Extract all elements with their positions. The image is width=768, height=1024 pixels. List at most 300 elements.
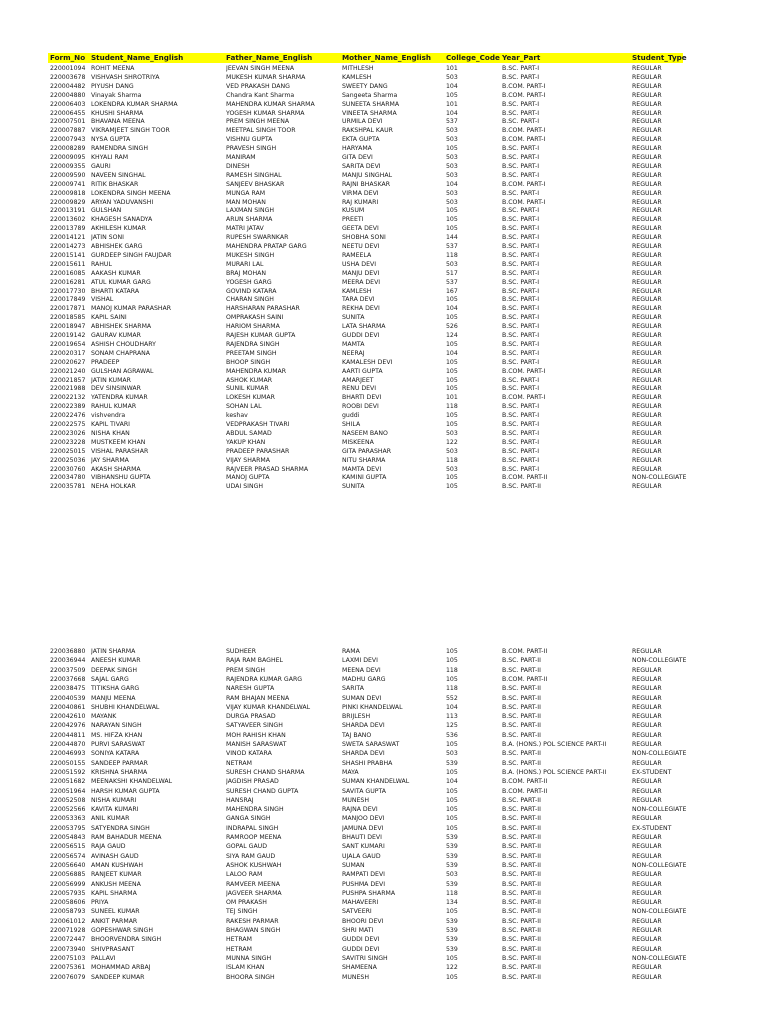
father-name-cell: MUNNA SINGH bbox=[226, 954, 272, 962]
table-row bbox=[0, 73, 768, 82]
mother-name-cell: GUDDI DEVI bbox=[342, 945, 380, 953]
father-name-cell: NETRAM bbox=[226, 759, 252, 767]
college-code-cell: 118 bbox=[446, 251, 458, 259]
year-part-cell: B.SC. PART-II bbox=[502, 722, 541, 730]
college-code-cell: 105 bbox=[446, 474, 458, 482]
student-type-cell: REGULAR bbox=[632, 207, 662, 215]
student-type-cell: NON-COLLEGIATE bbox=[632, 474, 687, 482]
college-code-cell: 105 bbox=[446, 768, 458, 776]
form-no-cell: 220036880 bbox=[50, 648, 86, 655]
father-name-cell: MATRI JATAV bbox=[226, 225, 264, 233]
father-name-cell: BHAGWAN SINGH bbox=[226, 927, 281, 934]
student-name-cell: SHUBHI KHANDELWAL bbox=[91, 703, 160, 711]
table-row bbox=[0, 787, 768, 796]
father-name-cell: HETRAM bbox=[226, 945, 252, 953]
mother-name-cell: BHARTI DEVI bbox=[342, 394, 382, 402]
form-no-cell: 220022476 bbox=[50, 412, 86, 420]
student-type-cell: REGULAR bbox=[632, 927, 662, 934]
student-name-cell: GAURAV KUMAR bbox=[91, 332, 141, 339]
student-name-cell: PURVI SARASWAT bbox=[91, 741, 146, 748]
form-no-cell: 220016085 bbox=[50, 269, 86, 277]
mother-name-cell: REKHA DEVI bbox=[342, 305, 380, 313]
father-name-cell: PRADEEP PARASHAR bbox=[226, 447, 290, 455]
father-name-cell: SATYAVEER SINGH bbox=[226, 722, 283, 730]
mother-name-cell: SHAMEENA bbox=[342, 964, 377, 972]
table-row bbox=[0, 331, 768, 340]
student-type-cell: REGULAR bbox=[632, 731, 662, 739]
student-name-cell: TITIKSHA GARG bbox=[91, 685, 140, 693]
father-name-cell: MANISH SARASWAT bbox=[226, 741, 287, 748]
student-type-cell: REGULAR bbox=[632, 483, 662, 491]
form-no-cell: 220017849 bbox=[50, 296, 86, 304]
mother-name-cell: PINKI KHANDELWAL bbox=[342, 703, 403, 711]
father-name-cell: ASHOK KUMAR bbox=[226, 376, 272, 384]
form-no-cell: 220025015 bbox=[50, 447, 86, 455]
mother-name-cell: RAJNA DEVI bbox=[342, 806, 378, 814]
year-part-cell: B.A. (HONS.) POL SCIENCE PART-II bbox=[502, 768, 607, 776]
student-type-cell: REGULAR bbox=[632, 403, 662, 411]
form-no-cell: 220018585 bbox=[50, 314, 86, 322]
form-no-cell: 220040861 bbox=[50, 703, 86, 711]
form-no-cell: 220021857 bbox=[50, 376, 86, 384]
mother-name-cell: LATA SHARMA bbox=[342, 323, 386, 331]
father-name-cell: GOVIND KATARA bbox=[226, 287, 277, 295]
mother-name-cell: SUNITA bbox=[342, 314, 365, 322]
college-code-cell: 105 bbox=[446, 787, 458, 795]
father-name-cell: MUKESH SINGH bbox=[226, 251, 275, 259]
student-name-cell: JATIN SONI bbox=[91, 234, 124, 242]
table-row bbox=[0, 91, 768, 100]
table-row bbox=[0, 456, 768, 465]
form-no-cell: 220044870 bbox=[50, 741, 86, 748]
student-type-cell: REGULAR bbox=[632, 852, 662, 860]
table-row bbox=[0, 675, 768, 684]
header-father-name: Father_Name_English bbox=[226, 53, 313, 62]
form-no-cell: 220015141 bbox=[50, 251, 86, 259]
year-part-cell: B.SC. PART-I bbox=[502, 465, 540, 473]
student-name-cell: VIKRAMJEET SINGH TOOR bbox=[91, 127, 170, 135]
student-type-cell: REGULAR bbox=[632, 323, 662, 331]
father-name-cell: ARUN SHARMA bbox=[226, 216, 273, 224]
college-code-cell: 105 bbox=[446, 385, 458, 393]
year-part-cell: B.SC. PART-I bbox=[502, 109, 540, 117]
student-type-cell: REGULAR bbox=[632, 234, 662, 242]
table-row bbox=[0, 295, 768, 304]
form-no-cell: 220040539 bbox=[50, 694, 86, 702]
student-type-cell: REGULAR bbox=[632, 759, 662, 767]
student-type-cell: EX-STUDENT bbox=[632, 768, 672, 776]
student-name-cell: SHIVPRASANT bbox=[91, 945, 135, 953]
year-part-cell: B.SC. PART-II bbox=[502, 880, 541, 888]
student-name-cell: LOKENDRA KUMAR SHARMA bbox=[91, 100, 178, 108]
table-row bbox=[0, 917, 768, 926]
student-type-cell: REGULAR bbox=[632, 376, 662, 384]
form-no-cell: 220006403 bbox=[50, 100, 86, 108]
student-type-cell: REGULAR bbox=[632, 447, 662, 455]
mother-name-cell: AMARJEET bbox=[342, 376, 374, 384]
student-type-cell: REGULAR bbox=[632, 367, 662, 375]
form-no-cell: 220019654 bbox=[50, 340, 86, 348]
year-part-cell: B.COM. PART-I bbox=[502, 198, 546, 206]
year-part-cell: B.SC. PART-I bbox=[502, 251, 540, 259]
mother-name-cell: MITHLESH bbox=[342, 65, 374, 72]
year-part-cell: B.SC. PART-II bbox=[502, 666, 541, 674]
form-no-cell: 220025036 bbox=[50, 456, 86, 464]
form-no-cell: 220021988 bbox=[50, 385, 86, 393]
form-no-cell: 220021240 bbox=[50, 367, 86, 375]
mother-name-cell: MUNESH bbox=[342, 973, 369, 981]
student-type-cell: REGULAR bbox=[632, 136, 662, 144]
student-name-cell: SANDEEP PARMAR bbox=[91, 759, 148, 767]
form-no-cell: 220057935 bbox=[50, 889, 86, 897]
table-row bbox=[0, 796, 768, 805]
table-row bbox=[0, 833, 768, 842]
student-name-cell: ARYAN YADUVANSHI bbox=[91, 198, 154, 206]
mother-name-cell: HARYAMA bbox=[342, 145, 372, 153]
father-name-cell: OM PRAKASH bbox=[226, 899, 267, 907]
year-part-cell: B.SC. PART-I bbox=[502, 162, 540, 170]
form-no-cell: 220052566 bbox=[50, 806, 86, 814]
student-type-cell: REGULAR bbox=[632, 154, 662, 161]
table-row bbox=[0, 100, 768, 109]
year-part-cell: B.SC. PART-II bbox=[502, 899, 541, 907]
form-no-cell: 220023026 bbox=[50, 429, 86, 437]
father-name-cell: RAMROOP MEENA bbox=[226, 834, 282, 841]
year-part-cell: B.SC. PART-II bbox=[502, 824, 541, 832]
year-part-cell: B.SC. PART-I bbox=[502, 438, 540, 446]
student-name-cell: PIYUSH DANG bbox=[91, 82, 134, 90]
year-part-cell: B.SC. PART-II bbox=[502, 917, 541, 925]
year-part-cell: B.SC. PART-I bbox=[502, 340, 540, 348]
father-name-cell: SUNIL KUMAR bbox=[226, 385, 269, 393]
table-row bbox=[0, 963, 768, 972]
mother-name-cell: MAMTA DEVI bbox=[342, 465, 382, 473]
table-row bbox=[0, 206, 768, 215]
year-part-cell: B.SC. PART-I bbox=[502, 154, 540, 161]
father-name-cell: MURARI LAL bbox=[226, 260, 264, 268]
father-name-cell: DURGA PRASAD bbox=[226, 713, 276, 721]
student-type-cell: REGULAR bbox=[632, 243, 662, 250]
mother-name-cell: MAMTA bbox=[342, 340, 365, 348]
year-part-cell: B.COM. PART-II bbox=[502, 474, 548, 482]
form-no-cell: 220050155 bbox=[50, 759, 86, 767]
college-code-cell: 503 bbox=[446, 136, 458, 144]
father-name-cell: SURESH CHAND SHARMA bbox=[226, 768, 305, 776]
college-code-cell: 105 bbox=[446, 796, 458, 804]
form-no-cell: 220056885 bbox=[50, 871, 86, 879]
mother-name-cell: SWEETY DANG bbox=[342, 82, 388, 90]
table-row bbox=[0, 411, 768, 420]
form-no-cell: 220003678 bbox=[50, 73, 86, 81]
year-part-cell: B.SC. PART-I bbox=[502, 260, 540, 268]
year-part-cell: B.SC. PART-II bbox=[502, 964, 541, 972]
table-row bbox=[0, 777, 768, 786]
father-name-cell: MAHENDRA KUMAR SHARMA bbox=[226, 100, 315, 108]
student-name-cell: ABHISHEK SHARMA bbox=[91, 323, 152, 331]
table-row bbox=[0, 109, 768, 118]
student-type-cell: REGULAR bbox=[632, 429, 662, 437]
form-no-cell: 220058793 bbox=[50, 908, 86, 916]
student-type-cell: REGULAR bbox=[632, 685, 662, 693]
student-name-cell: SONIYA KATARA bbox=[91, 750, 140, 758]
table-row bbox=[0, 376, 768, 385]
year-part-cell: B.SC. PART-II bbox=[502, 945, 541, 953]
table-row bbox=[0, 340, 768, 349]
student-type-cell: REGULAR bbox=[632, 65, 662, 72]
student-name-cell: KHUSHI SHARMA bbox=[91, 109, 144, 117]
student-type-cell: REGULAR bbox=[632, 889, 662, 897]
father-name-cell: LOKESH KUMAR bbox=[226, 394, 275, 402]
table-row bbox=[0, 805, 768, 814]
mother-name-cell: KUSUM bbox=[342, 207, 365, 215]
form-no-cell: 220072447 bbox=[50, 936, 86, 944]
year-part-cell: B.SC. PART-II bbox=[502, 815, 541, 823]
mother-name-cell: MEENA DEVI bbox=[342, 666, 381, 674]
father-name-cell: MAHENDRA KUMAR bbox=[226, 367, 287, 375]
college-code-cell: 503 bbox=[446, 189, 458, 197]
student-name-cell: VISHAL bbox=[91, 296, 114, 304]
table-row bbox=[0, 666, 768, 675]
father-name-cell: NARESH GUPTA bbox=[226, 685, 275, 693]
college-code-cell: 539 bbox=[446, 936, 458, 944]
college-code-cell: 118 bbox=[446, 403, 458, 411]
form-no-cell: 220022132 bbox=[50, 394, 86, 402]
father-name-cell: RAJENDRA KUMAR GARG bbox=[226, 675, 303, 683]
mother-name-cell: USHA DEVI bbox=[342, 260, 377, 268]
mother-name-cell: GUDDI DEVI bbox=[342, 332, 380, 339]
table-row bbox=[0, 880, 768, 889]
mother-name-cell: BHAUTI DEVI bbox=[342, 834, 382, 841]
father-name-cell: UDAI SINGH bbox=[226, 483, 264, 491]
college-code-cell: 118 bbox=[446, 666, 458, 674]
father-name-cell: HARIOM SHARMA bbox=[226, 323, 280, 331]
student-type-cell: REGULAR bbox=[632, 465, 662, 473]
father-name-cell: HETRAM bbox=[226, 936, 252, 944]
student-name-cell: PRADEEP bbox=[91, 358, 120, 366]
year-part-cell: B.SC. PART-II bbox=[502, 806, 541, 814]
year-part-cell: B.SC. PART-I bbox=[502, 412, 540, 420]
student-type-cell: REGULAR bbox=[632, 73, 662, 81]
year-part-cell: B.SC. PART-II bbox=[502, 889, 541, 897]
mother-name-cell: MEERA DEVI bbox=[342, 278, 381, 286]
table-row bbox=[0, 322, 768, 331]
year-part-cell: B.SC. PART-I bbox=[502, 456, 540, 464]
student-type-cell: REGULAR bbox=[632, 778, 662, 786]
year-part-cell: B.SC. PART-I bbox=[502, 358, 540, 366]
student-name-cell: ROHIT MEENA bbox=[91, 65, 135, 72]
year-part-cell: B.SC. PART-I bbox=[502, 314, 540, 322]
student-name-cell: HARSH KUMAR GUPTA bbox=[91, 787, 160, 795]
college-code-cell: 105 bbox=[446, 340, 458, 348]
header-student-type: Student_Type bbox=[632, 53, 687, 62]
student-name-cell: KHAGESH SANADYA bbox=[91, 216, 153, 224]
mother-name-cell: Sangeeta Sharma bbox=[342, 91, 398, 99]
table-row bbox=[0, 684, 768, 693]
student-type-cell: REGULAR bbox=[632, 358, 662, 366]
college-code-cell: 539 bbox=[446, 852, 458, 860]
student-type-cell: REGULAR bbox=[632, 189, 662, 197]
form-no-cell: 220013789 bbox=[50, 225, 86, 233]
year-part-cell: B.SC. PART-II bbox=[502, 871, 541, 879]
form-no-cell: 220051682 bbox=[50, 778, 86, 786]
college-code-cell: 113 bbox=[446, 713, 458, 721]
college-code-cell: 101 bbox=[446, 65, 458, 72]
form-no-cell: 220009095 bbox=[50, 154, 86, 161]
year-part-cell: B.SC. PART-II bbox=[502, 936, 541, 944]
father-name-cell: PRAVESH SINGH bbox=[226, 145, 277, 153]
mother-name-cell: MAHAVEERI bbox=[342, 899, 379, 907]
header-year-part: Year_Part bbox=[502, 53, 541, 62]
year-part-cell: B.SC. PART-I bbox=[502, 447, 540, 455]
table-row bbox=[0, 759, 768, 768]
mother-name-cell: KAMINI GUPTA bbox=[342, 474, 387, 482]
student-name-cell: KAPIL TIVARI bbox=[91, 421, 130, 428]
year-part-cell: B.SC. PART-II bbox=[502, 694, 541, 702]
student-type-cell: REGULAR bbox=[632, 880, 662, 888]
mother-name-cell: SUMAN KHANDELWAL bbox=[342, 778, 410, 786]
year-part-cell: B.SC. PART-I bbox=[502, 207, 540, 215]
student-name-cell: MAYANK bbox=[91, 713, 117, 721]
mother-name-cell: KAMLESH bbox=[342, 73, 372, 81]
student-type-cell: REGULAR bbox=[632, 945, 662, 953]
college-code-cell: 104 bbox=[446, 109, 458, 117]
table-row bbox=[0, 749, 768, 758]
father-name-cell: RUPESH SWARNKAR bbox=[226, 234, 289, 242]
student-name-cell: DEEPAK SINGH bbox=[91, 666, 138, 674]
table-row bbox=[0, 198, 768, 207]
mother-name-cell: RAJNI BHASKAR bbox=[342, 180, 391, 188]
student-name-cell: AKHILESH KUMAR bbox=[91, 225, 146, 233]
college-code-cell: 539 bbox=[446, 945, 458, 953]
table-row bbox=[0, 251, 768, 260]
student-type-cell: REGULAR bbox=[632, 936, 662, 944]
college-code-cell: 104 bbox=[446, 305, 458, 313]
table-row bbox=[0, 171, 768, 180]
form-no-cell: 220037509 bbox=[50, 666, 86, 674]
mother-name-cell: SUNEETA SHARMA bbox=[342, 100, 400, 108]
year-part-cell: B.COM. PART-I bbox=[502, 180, 546, 188]
student-name-cell: SATYENDRA SINGH bbox=[91, 824, 150, 832]
student-name-cell: NYSA GUPTA bbox=[91, 136, 131, 144]
college-code-cell: 526 bbox=[446, 323, 458, 331]
student-type-cell: REGULAR bbox=[632, 787, 662, 795]
mother-name-cell: JAMUNA DEVI bbox=[342, 824, 384, 832]
table-row bbox=[0, 907, 768, 916]
student-name-cell: NARAYAN SINGH bbox=[91, 722, 142, 730]
college-code-cell: 104 bbox=[446, 82, 458, 90]
student-name-cell: AKASH SHARMA bbox=[91, 465, 141, 473]
year-part-cell: B.COM. PART-I bbox=[502, 394, 546, 402]
form-no-cell: 220035781 bbox=[50, 483, 86, 491]
student-type-cell: REGULAR bbox=[632, 145, 662, 153]
father-name-cell: TEJ SINGH bbox=[226, 908, 258, 916]
form-no-cell: 220014121 bbox=[50, 234, 86, 242]
student-type-cell: REGULAR bbox=[632, 216, 662, 224]
father-name-cell: RAJA RAM BAGHEL bbox=[226, 657, 283, 665]
student-name-cell: RAHUL bbox=[91, 260, 112, 268]
student-name-cell: RANJEET KUMAR bbox=[91, 871, 142, 879]
mother-name-cell: PREETI bbox=[342, 216, 364, 224]
student-type-cell: REGULAR bbox=[632, 82, 662, 90]
table-row bbox=[0, 926, 768, 935]
father-name-cell: VIJAY SHARMA bbox=[226, 456, 270, 464]
table-row bbox=[0, 367, 768, 376]
college-code-cell: 503 bbox=[446, 127, 458, 135]
father-name-cell: YOGESH GARG bbox=[226, 278, 272, 286]
student-type-cell: NON-COLLEGIATE bbox=[632, 861, 687, 869]
college-code-cell: 503 bbox=[446, 171, 458, 179]
student-name-cell: ANIL KUMAR bbox=[91, 815, 130, 823]
student-name-cell: DEV SINSINWAR bbox=[91, 385, 141, 393]
student-name-cell: PRIYA bbox=[91, 899, 109, 907]
form-no-cell: 220001094 bbox=[50, 65, 86, 72]
father-name-cell: MOH RAHISH KHAN bbox=[226, 731, 286, 739]
student-type-cell: REGULAR bbox=[632, 648, 662, 655]
student-type-cell: REGULAR bbox=[632, 421, 662, 428]
table-row bbox=[0, 712, 768, 721]
student-name-cell: VIBHANSHU GUPTA bbox=[91, 474, 151, 482]
student-type-cell: REGULAR bbox=[632, 332, 662, 339]
form-no-cell: 220056640 bbox=[50, 861, 86, 869]
student-type-cell: EX-STUDENT bbox=[632, 824, 672, 832]
table-row bbox=[0, 721, 768, 730]
student-type-cell: NON-COLLEGIATE bbox=[632, 806, 687, 814]
year-part-cell: B.SC. PART-I bbox=[502, 403, 540, 411]
college-code-cell: 503 bbox=[446, 198, 458, 206]
year-part-cell: B.SC. PART-II bbox=[502, 750, 541, 758]
father-name-cell: ABDUL SAMAD bbox=[226, 429, 272, 437]
mother-name-cell: SUMAN bbox=[342, 861, 365, 869]
mother-name-cell: MISKEENA bbox=[342, 438, 374, 446]
college-code-cell: 503 bbox=[446, 73, 458, 81]
mother-name-cell: NASEEM BANO bbox=[342, 429, 388, 437]
father-name-cell: ISLAM KHAN bbox=[226, 964, 265, 972]
form-no-cell: 220053363 bbox=[50, 815, 86, 823]
father-name-cell: CHARAN SINGH bbox=[226, 296, 274, 304]
father-name-cell: MAHENDRA SINGH bbox=[226, 806, 284, 814]
year-part-cell: B.SC. PART-I bbox=[502, 118, 540, 126]
student-type-cell: REGULAR bbox=[632, 899, 662, 907]
table-row bbox=[0, 233, 768, 242]
student-type-cell: REGULAR bbox=[632, 703, 662, 711]
form-no-cell: 220051592 bbox=[50, 768, 86, 776]
mother-name-cell: RENU DEVI bbox=[342, 385, 377, 393]
college-code-cell: 105 bbox=[446, 207, 458, 215]
mother-name-cell: URMILA DEVI bbox=[342, 118, 383, 126]
table-row bbox=[0, 740, 768, 749]
student-name-cell: VISHVASH SHROTRIYA bbox=[91, 73, 160, 81]
mother-name-cell: SARITA DEVI bbox=[342, 162, 381, 170]
father-name-cell: MEETPAL SINGH TOOR bbox=[226, 127, 296, 135]
table-row bbox=[0, 473, 768, 482]
father-name-cell: RAJESH KUMAR GUPTA bbox=[226, 332, 296, 339]
table-row bbox=[0, 260, 768, 269]
college-code-cell: 134 bbox=[446, 899, 458, 907]
college-code-cell: 539 bbox=[446, 759, 458, 767]
header-row bbox=[48, 53, 687, 63]
father-name-cell: PREM SINGH MEENA bbox=[226, 118, 290, 126]
college-code-cell: 105 bbox=[446, 145, 458, 153]
student-type-cell: REGULAR bbox=[632, 287, 662, 295]
father-name-cell: VED PRAKASH DANG bbox=[226, 82, 290, 90]
father-name-cell: SANJEEV BHASKAR bbox=[226, 180, 285, 188]
mother-name-cell: SUMAN DEVI bbox=[342, 694, 382, 702]
table-row bbox=[0, 768, 768, 777]
mother-name-cell: NEERAJ bbox=[342, 349, 365, 357]
mother-name-cell: SWETA SARASWAT bbox=[342, 741, 400, 748]
student-name-cell: RAHUL KUMAR bbox=[91, 403, 137, 411]
student-name-cell: AMAN KUSHWAH bbox=[91, 861, 144, 869]
